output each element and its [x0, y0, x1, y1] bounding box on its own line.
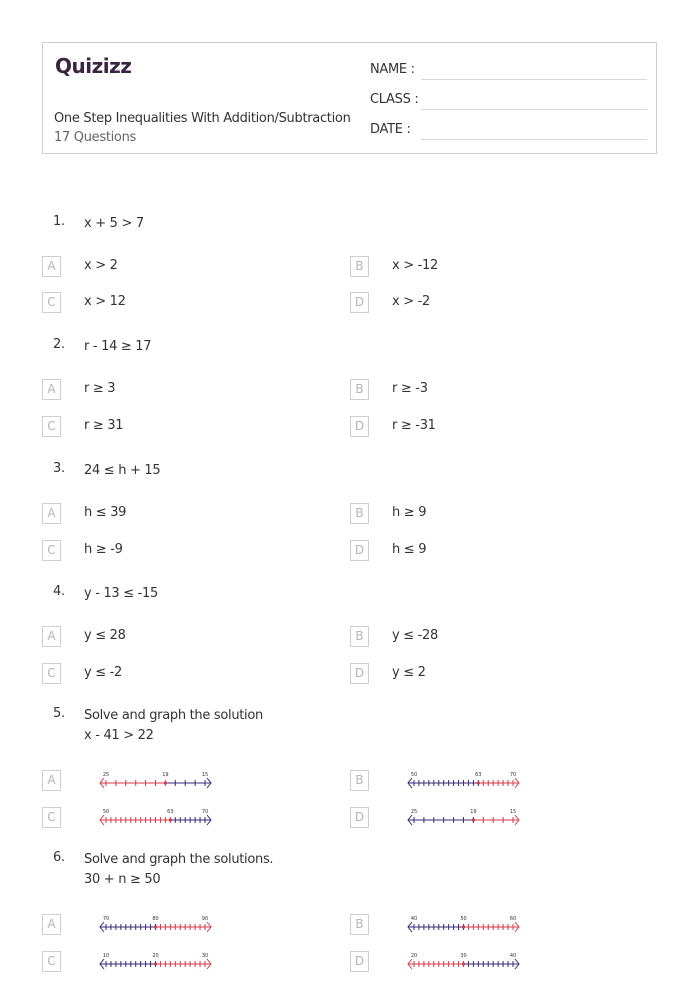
option-letter: D	[350, 416, 369, 437]
option-letter: C	[42, 540, 61, 561]
option-text: r ≥ 3	[84, 381, 116, 396]
option-text: r ≥ 31	[84, 418, 124, 433]
question-6	[53, 850, 273, 890]
question-4	[53, 584, 158, 604]
svg-text:15: 15	[509, 809, 517, 815]
option-letter: C	[42, 663, 61, 684]
option-letter: D	[350, 807, 369, 828]
option-text: h ≤ 9	[392, 542, 427, 557]
number-line	[98, 909, 213, 939]
option-text: x > -12	[392, 258, 438, 273]
question-number: 6.	[53, 850, 65, 865]
option-letter: D	[350, 663, 369, 684]
question-text: Solve and graph the solutions.	[84, 852, 274, 867]
date-line	[421, 139, 647, 140]
option-text: h ≥ -9	[84, 542, 123, 557]
svg-text:10: 10	[102, 953, 110, 959]
option-text: x > -2	[392, 294, 431, 309]
svg-text:19: 19	[470, 809, 477, 815]
question-text: 24 ≤ h + 15	[84, 463, 161, 478]
option-letter: A	[42, 256, 61, 277]
question-5	[53, 706, 263, 746]
svg-text:63: 63	[167, 809, 174, 815]
svg-text:40: 40	[410, 916, 418, 922]
option-text: x > 12	[84, 294, 126, 309]
svg-text:19: 19	[162, 772, 169, 778]
svg-text:20: 20	[152, 953, 159, 959]
number-line	[98, 946, 213, 976]
question-number: 4.	[53, 584, 65, 599]
option-letter: A	[42, 503, 61, 524]
option-letter: D	[350, 951, 369, 972]
question-text: x + 5 > 7	[84, 216, 144, 231]
class-label: CLASS :	[370, 92, 419, 107]
svg-text:90: 90	[201, 916, 209, 922]
option-letter: B	[350, 914, 369, 935]
question-3	[53, 461, 160, 481]
option-letter: B	[350, 256, 369, 277]
name-label: NAME :	[370, 62, 415, 77]
option-letter: A	[42, 379, 61, 400]
svg-text:60: 60	[509, 916, 517, 922]
option-text: y ≤ 2	[392, 665, 426, 680]
svg-text:15: 15	[201, 772, 209, 778]
number-line	[98, 765, 213, 795]
svg-text:70: 70	[201, 809, 209, 815]
option-text: y ≤ -2	[84, 665, 123, 680]
svg-text:70: 70	[102, 916, 110, 922]
svg-text:70: 70	[509, 772, 517, 778]
number-line	[406, 802, 521, 832]
question-number: 3.	[53, 461, 65, 476]
option-letter: A	[42, 626, 61, 647]
number-line	[98, 802, 213, 832]
number-line	[406, 765, 521, 795]
option-text: y ≤ -28	[392, 628, 438, 643]
svg-text:50: 50	[410, 772, 418, 778]
question-text: y - 13 ≤ -15	[84, 586, 158, 601]
option-letter: B	[350, 770, 369, 791]
svg-text:63: 63	[475, 772, 482, 778]
option-letter: B	[350, 503, 369, 524]
option-letter: C	[42, 292, 61, 313]
question-2	[53, 337, 151, 357]
svg-text:30: 30	[201, 953, 209, 959]
option-letter: C	[42, 951, 61, 972]
option-letter: D	[350, 540, 369, 561]
option-text: y ≤ 28	[84, 628, 126, 643]
option-text: r ≥ -31	[392, 418, 436, 433]
question-number: 5.	[53, 706, 65, 721]
svg-text:20: 20	[410, 953, 418, 959]
svg-text:25: 25	[410, 809, 418, 815]
class-line	[421, 109, 647, 110]
worksheet-title: One Step Inequalities With Addition/Subtraction	[54, 111, 351, 126]
svg-text:25: 25	[102, 772, 110, 778]
svg-text:50: 50	[102, 809, 110, 815]
option-letter: C	[42, 807, 61, 828]
svg-text:30: 30	[460, 953, 467, 959]
question-text: Solve and graph the solution	[84, 708, 263, 723]
question-1	[53, 214, 144, 234]
question-number: 1.	[53, 214, 65, 229]
option-text: x > 2	[84, 258, 118, 273]
worksheet-header	[42, 42, 657, 154]
option-letter: B	[350, 626, 369, 647]
option-letter: D	[350, 292, 369, 313]
number-line	[406, 909, 521, 939]
question-number: 2.	[53, 337, 65, 352]
number-line	[406, 946, 521, 976]
svg-text:50: 50	[460, 916, 467, 922]
option-text: r ≥ -3	[392, 381, 428, 396]
svg-text:80: 80	[152, 916, 159, 922]
option-letter: B	[350, 379, 369, 400]
name-line	[421, 79, 647, 80]
option-text: h ≥ 9	[392, 505, 427, 520]
quizizz-logo: Quizizz	[55, 54, 132, 78]
question-count: 17 Questions	[54, 130, 136, 145]
option-letter: A	[42, 914, 61, 935]
question-equation: 30 + n ≥ 50	[84, 872, 161, 887]
question-text: r - 14 ≥ 17	[84, 339, 152, 354]
option-letter: A	[42, 770, 61, 791]
svg-text:40: 40	[509, 953, 517, 959]
date-label: DATE :	[370, 122, 411, 137]
question-equation: x - 41 > 22	[84, 728, 154, 743]
option-text: h ≤ 39	[84, 505, 127, 520]
option-letter: C	[42, 416, 61, 437]
